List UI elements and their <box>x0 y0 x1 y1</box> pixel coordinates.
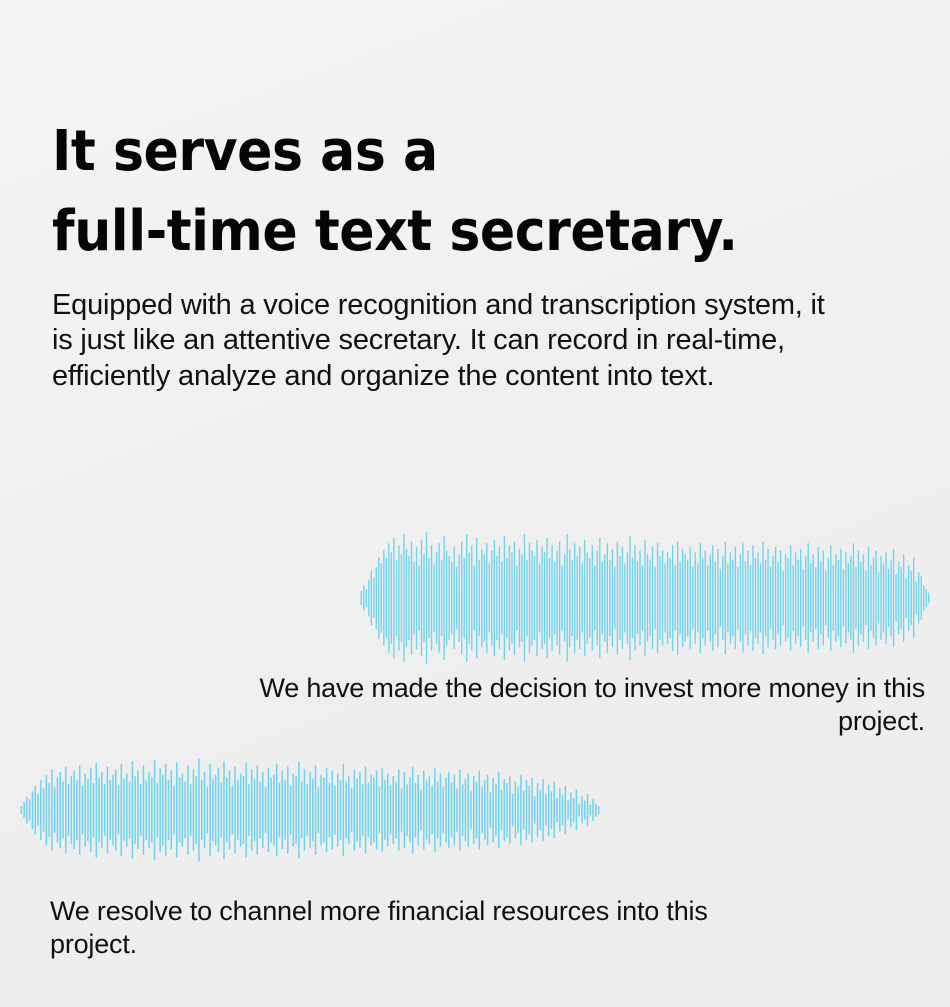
body-paragraph-text: Equipped with a voice recognition and transcription system, it is just like an attentive secretary. It can record in real-time, efficiently analyze and organize the content into text. <box>52 289 825 392</box>
caption-top-text: We have made the decision to invest more money in this project. <box>259 673 925 737</box>
caption-bottom <box>50 895 750 962</box>
body-paragraph <box>52 288 842 394</box>
caption-top <box>180 672 925 739</box>
headline-line-1: It serves as a <box>52 119 438 184</box>
caption-bottom-text: We resolve to channel more financial resources into this project. <box>50 896 708 960</box>
waveform-top <box>360 528 930 668</box>
headline-line-2: full-time text secretary. <box>52 198 738 264</box>
waveform-bottom <box>20 755 600 865</box>
headline <box>52 112 912 271</box>
